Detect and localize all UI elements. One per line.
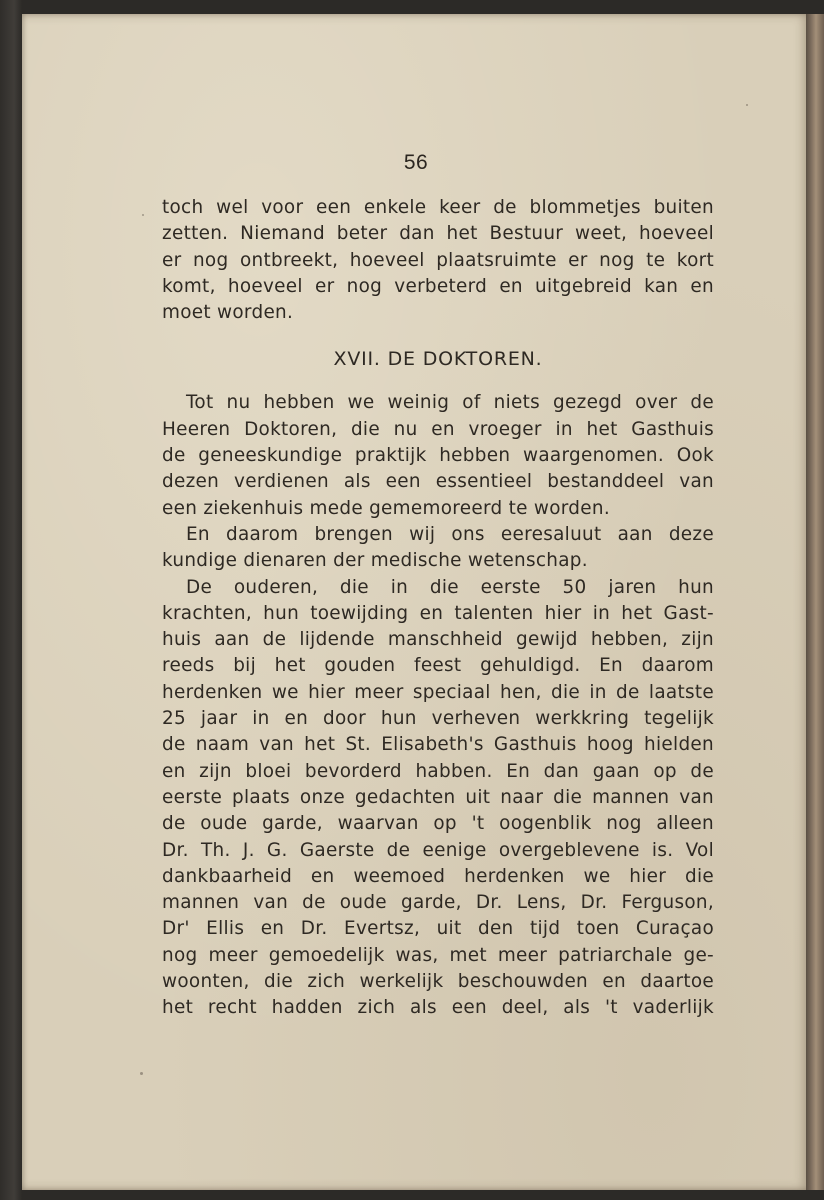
text-line: huis aan de lijdende manschheid gewijd hebben, zijn bbox=[162, 629, 714, 651]
text-line: toch wel voor een enkele keer de blommetjes buiten bbox=[162, 197, 714, 218]
text-line: 25 jaar in en door hun verheven werkkring tegelijk bbox=[162, 708, 714, 730]
text-line: dankbaarheid en weemoed herdenken we hier die bbox=[162, 865, 714, 887]
text-line: Tot nu hebben we weinig of niets gezegd over de bbox=[186, 392, 714, 414]
text-line: De ouderen, die in die eerste 50 jaren hun bbox=[186, 576, 714, 598]
page-number: 56 bbox=[403, 151, 429, 174]
text-line: eerste plaats onze gedachten uit naar die mannen van bbox=[162, 786, 714, 808]
paper-speck bbox=[142, 214, 144, 216]
paragraph-4 bbox=[162, 575, 714, 1022]
text-line: herdenken we hier meer speciaal hen, die in de laatste bbox=[162, 681, 714, 703]
text-line: en zijn bloei bevorderd habben. En dan gaan op de bbox=[162, 760, 714, 782]
text-line: het recht hadden zich als een deel, als 't vaderlijk bbox=[162, 997, 714, 1019]
text-line: mannen van de oude garde, Dr. Lens, Dr. Ferguson, bbox=[162, 892, 714, 914]
text-line: kundige dienaren der medische wetenschap. bbox=[162, 550, 588, 572]
text-line: Dr' Ellis en Dr. Evertsz, uit den tijd toen Curaçao bbox=[162, 918, 714, 940]
text-line: komt, hoeveel er nog verbeterd en uitgebreid kan en bbox=[162, 275, 714, 297]
paragraph-2 bbox=[162, 390, 714, 521]
paragraph-3 bbox=[162, 522, 714, 575]
section-heading: XVII. DE DOKTOREN. bbox=[333, 348, 543, 371]
text-line: moet worden. bbox=[162, 302, 294, 324]
paper-speck bbox=[746, 104, 748, 106]
text-line: de naam van het St. Elisabeth's Gasthuis hoog hielden bbox=[162, 734, 714, 756]
text-line: zetten. Niemand beter dan het Bestuur weet, hoeveel bbox=[162, 223, 714, 245]
text-line: er nog ontbreekt, hoeveel plaatsruimte er nog te kort bbox=[162, 249, 714, 271]
paper-speck bbox=[140, 1072, 143, 1075]
text-line: En daarom brengen wij ons eeresaluut aan deze bbox=[186, 523, 714, 545]
text-line: de geneeskundige praktijk hebben waargenomen. Ook bbox=[162, 445, 714, 467]
page-edge bbox=[806, 14, 824, 1190]
page-text bbox=[162, 195, 714, 1022]
text-line: reeds bij het gouden feest gehuldigd. En daarom bbox=[162, 655, 714, 677]
text-line: krachten, hun toewijding en talenten hier in het Gast- bbox=[162, 602, 714, 624]
text-line: dezen verdienen als een essentieel bestanddeel van bbox=[162, 471, 714, 493]
paragraph-1 bbox=[162, 195, 714, 326]
text-line: Dr. Th. J. G. Gaerste de eenige overgeblevene is. Vol bbox=[162, 839, 714, 861]
text-line: een ziekenhuis mede gememoreerd te worden. bbox=[162, 497, 611, 519]
text-line: woonten, die zich werkelijk beschouwden en daartoe bbox=[162, 971, 714, 993]
text-line: Heeren Doktoren, die nu en vroeger in het Gasthuis bbox=[162, 418, 714, 440]
book-page bbox=[22, 14, 810, 1190]
text-line: nog meer gemoedelijk was, met meer patriarchale ge- bbox=[162, 944, 714, 966]
text-line: de oude garde, waarvan op 't oogenblik nog alleen bbox=[162, 813, 714, 835]
